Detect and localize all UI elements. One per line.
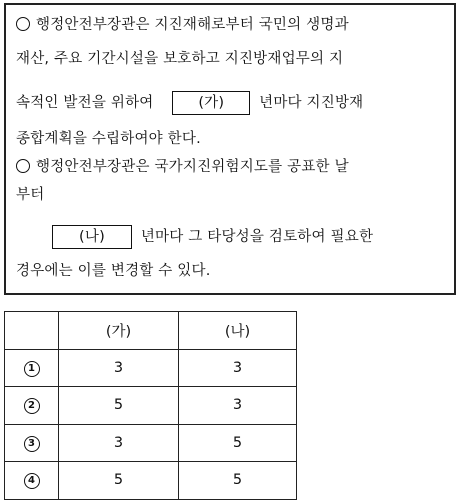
item1-line3-after: 년마다 지진방재 xyxy=(259,95,364,111)
ga-value: 5 xyxy=(59,387,179,425)
circled-number-3-icon[interactable]: 3 xyxy=(24,436,40,452)
table-row xyxy=(5,349,297,387)
item2-line3-after: 년마다 그 타당성을 검토하여 필요한 xyxy=(140,229,374,245)
circled-number-2-icon[interactable]: 2 xyxy=(24,398,40,414)
item2-line3 xyxy=(16,225,373,249)
header-blank xyxy=(5,312,59,350)
table-row xyxy=(5,424,297,462)
answer-table xyxy=(4,311,297,500)
ga-value: 3 xyxy=(59,424,179,462)
item2-line1-text: 행정안전부장관은 국가지진위험지도를 공표한 날 xyxy=(36,159,349,175)
ga-value: 3 xyxy=(59,349,179,387)
ga-value: 5 xyxy=(59,462,179,500)
na-value: 5 xyxy=(179,424,297,462)
choice-cell xyxy=(5,387,59,425)
choice-cell xyxy=(5,424,59,462)
item1-line1 xyxy=(16,15,349,35)
item2-line1 xyxy=(16,157,349,177)
blank-na: (나) xyxy=(52,225,132,249)
item1-line3 xyxy=(16,91,363,115)
item1-line4: 종합계획을 수립하여야 한다. xyxy=(16,131,201,147)
blank-ga: (가) xyxy=(172,91,250,115)
bullet-circle-icon xyxy=(16,17,30,31)
item2-line2: 부터 xyxy=(16,187,45,203)
statement-box xyxy=(4,3,456,295)
item1-line1-text: 행정안전부장관은 지진재해로부터 국민의 생명과 xyxy=(36,17,349,33)
item1-line2: 재산, 주요 기간시설을 보호하고 지진방재업무의 지 xyxy=(16,51,344,67)
choice-cell xyxy=(5,462,59,500)
circled-number-4-icon[interactable]: 4 xyxy=(24,473,40,489)
na-value: 3 xyxy=(179,387,297,425)
na-value: 3 xyxy=(179,349,297,387)
answer-table-header xyxy=(5,312,297,350)
na-value: 5 xyxy=(179,462,297,500)
header-na: (나) xyxy=(179,312,297,350)
table-row xyxy=(5,387,297,425)
item2-line4: 경우에는 이를 변경할 수 있다. xyxy=(16,263,211,279)
header-ga: (가) xyxy=(59,312,179,350)
choice-cell xyxy=(5,349,59,387)
bullet-circle-icon xyxy=(16,159,30,173)
item1-line3-before: 속적인 발전을 위하여 xyxy=(16,95,154,111)
circled-number-1-icon[interactable]: 1 xyxy=(24,361,40,377)
table-row xyxy=(5,462,297,500)
